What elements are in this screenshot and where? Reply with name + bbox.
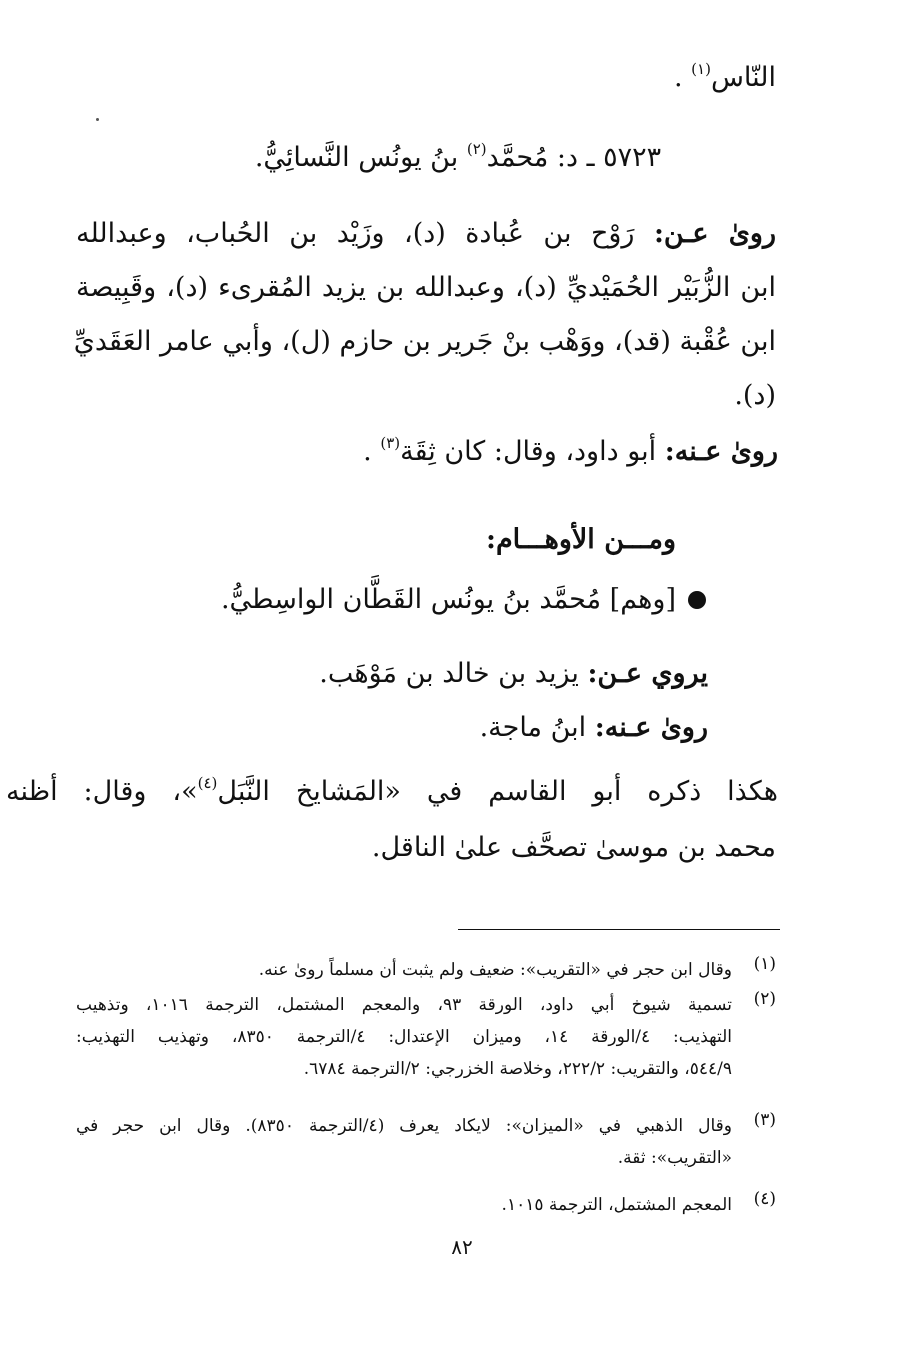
narrated-from-label: روىٰ عـن: <box>653 218 776 249</box>
narrated-from-line-4: (د). <box>734 380 776 411</box>
entry-name-b: بنُ يونُس النَّسائِيُّ. <box>254 142 459 173</box>
narrated-from-line-1: روىٰ عـن: رَوْح بن عُبادة (د)، وزَيْد بن الحُباب، وعبدالله <box>76 218 776 249</box>
footnote-divider <box>458 929 780 930</box>
footnote-number: (٢) <box>753 989 776 1009</box>
footnote-number: (١) <box>753 954 776 974</box>
entry-name-a: مُحمَّد <box>486 142 549 173</box>
closing-line-1: هكذا ذكره أبو القاسم في «المَشايخ النَّبَل$^{(٤)}$»، وقال: أظنه <box>6 774 778 807</box>
wahm-by-line: روىٰ عـنه: ابنُ ماجة. <box>479 712 708 743</box>
page-number: ٨٢ <box>451 1235 473 1259</box>
wahm-entry: [وهم] مُحمَّد بنُ يونُس القَطَّان الواسِطيُّ. <box>146 584 706 615</box>
narrated-by-line: روىٰ عـنه: أبو داود، وقال: كان ثِقَة$^{(٣)}$ . <box>363 434 778 467</box>
footnote-number: (٤) <box>753 1189 776 1209</box>
narrated-from-line-2: ابن الزُّبَيْر الحُمَيْديِّ (د)، وعبدالله بن يزيد المُقرىء (د)، وقَبِيصة <box>76 272 776 303</box>
continuation-line: النّاس$^{(١)}$ . <box>673 60 776 93</box>
footnote-ref-2: (٢) <box>466 140 487 158</box>
wahm-from-line: يروي عـن: يزيد بن خالد بن مَوْهَب. <box>319 658 708 689</box>
narrated-by-label: روىٰ عـنه: <box>664 436 778 467</box>
bullet-icon <box>688 591 706 609</box>
wahm-tag: [وهم] <box>609 584 676 615</box>
footnote-number: (٣) <box>753 1110 776 1130</box>
wahm-from-label: يروي عـن: <box>587 658 708 689</box>
entry-number: ٥٧٢٣ <box>603 142 662 173</box>
entry-heading: ٥٧٢٣ ـ د: مُحمَّد$^{(٢)}$ بنُ يونُس النَّسائِيُّ. <box>254 140 662 173</box>
entry-code: د: <box>556 142 579 173</box>
errors-heading: ومـــن الأوهـــام: <box>485 524 676 555</box>
book-page: النّاس$^{(١)}$ . ٥٧٢٣ ـ د: مُحمَّد$^{(٢)}$ بنُ يونُس النَّسائِيُّ. روىٰ عـن: رَوْح بن عُبادة (د)، وزَيْد بن الحُباب، وعبدالله ابن الزُّبَيْر الحُمَيْديِّ (د)، وعبدالله بن يزيد المُقرىء (د)، وقَبِيصة ابن عُقْبة (قد)، ووَهْب بنْ جَرير بن حازم (ل)، وأبي عامر العَقَديِّ (د). روىٰ عـنه: أبو داود، وقال: كان ثِقَة$^{(٣)}$ . ومـــن الأوهـــام: [وهم] مُحمَّد بنُ يونُس القَطَّان الواسِطيُّ. يروي عـن: يزيد بن خالد بن مَوْهَب. روىٰ عـنه: ابنُ ماجة. هكذا ذكره أبو القاسم في «المَشايخ النَّبَل$^{(٤)}$»، وقال: أظنه محمد بن موسىٰ تصحَّف علىٰ الناقل. (١) وقال ابن حجر في «التقريب»: ضعيف ولم يثبت أن مسلماً روىٰ عنه. (٢) تسمية شيوخ أبي داود، الورقة ٩٣، والمعجم المشتمل، الترجمة ١٠١٦، وتذهيب التهذيب: ٤/الورقة ١٤، وميزان الإعتدال: ٤/الترجمة ٨٣٥٠، وتهذيب التهذيب: ٥٤٤/٩، والتقريب: ٢٢٢/٢، وخلاصة الخزرجي: ٢/الترجمة ٦٧٨٤. (٣) وقال الذهبي في «الميزان»: لايكاد يعرف (٤/الترجمة ٨٣٥٠). وقال ابن حجر في «التقريب»: ثقة. (٤) المعجم المشتمل، الترجمة ١٠١٥. ٨٢ <box>0 0 924 1348</box>
wahm-by-label: روىٰ عـنه: <box>594 712 708 743</box>
footnote-ref-3: (٣) <box>380 434 401 452</box>
footnote-ref-4: (٤) <box>197 774 218 792</box>
narrated-from-line-3: ابن عُقْبة (قد)، ووَهْب بنْ جَرير بن حازم (ل)، وأبي عامر العَقَديِّ <box>73 326 776 357</box>
print-speck <box>96 118 99 121</box>
closing-line-2: محمد بن موسىٰ تصحَّف علىٰ الناقل. <box>371 832 776 863</box>
footnote-ref-1: (١) <box>691 60 711 78</box>
